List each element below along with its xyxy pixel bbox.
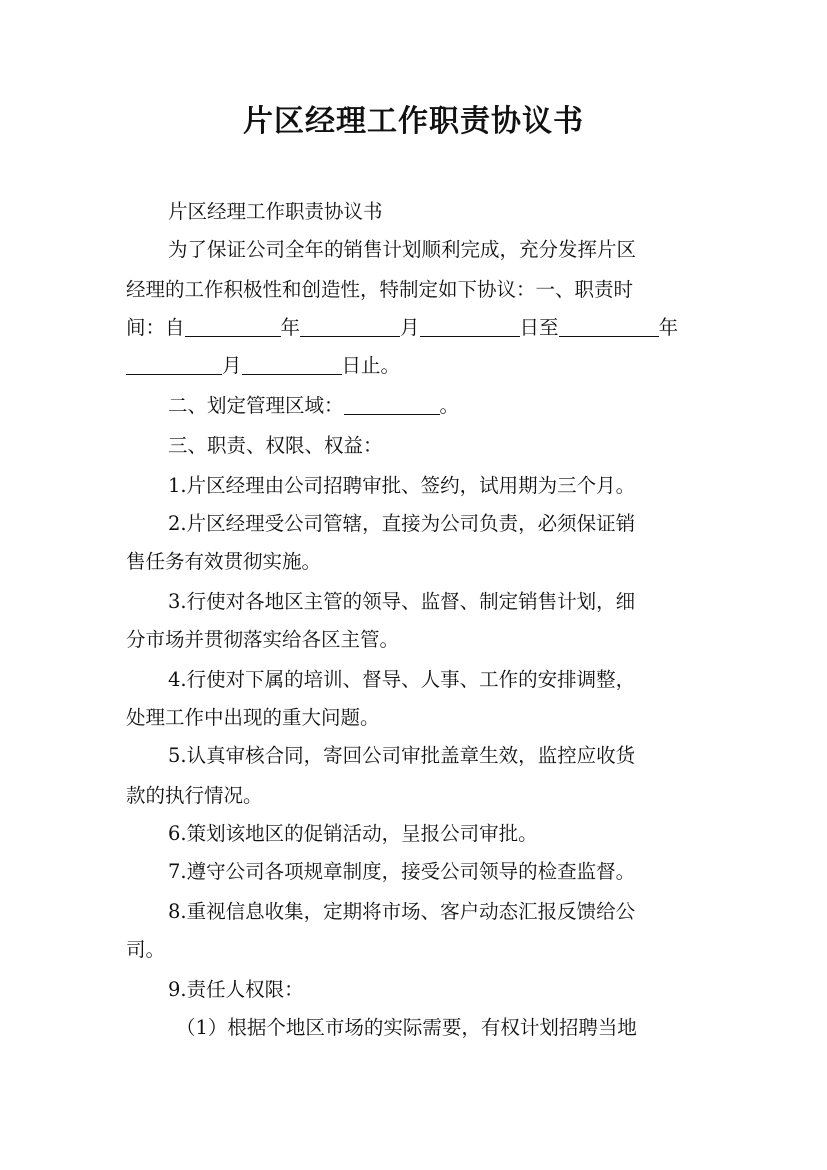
- item-4-line-1: 4.行使对下属的培训、督导、人事、工作的安排调整，: [168, 668, 636, 691]
- section-3-heading: 三、职责、权限、权益：: [168, 434, 383, 457]
- day-to-label: 日至: [519, 316, 559, 339]
- duty-period-line: [126, 314, 678, 342]
- duty-period-line-2: [126, 352, 400, 380]
- item-3-line-2: 分市场并贯彻落实给各区主管。: [126, 628, 400, 651]
- section-2-line: [168, 392, 459, 420]
- document-subtitle: 片区经理工作职责协议书: [168, 200, 383, 223]
- month-label: 月: [400, 316, 420, 339]
- item-7: 7.遵守公司各项规章制度，接受公司领导的检查监督。: [168, 860, 636, 883]
- item-9-1: （1）根据个地区市场的实际需要，有权计划招聘当地: [176, 1016, 637, 1039]
- end-month-blank: [126, 354, 222, 375]
- end-year-blank: [559, 316, 659, 337]
- item-8-line-1: 8.重视信息收集，定期将市场、客户动态汇报反馈给公: [168, 900, 636, 923]
- item-2-line-2: 售任务有效贯彻实施。: [126, 550, 322, 573]
- end-day-blank: [242, 354, 342, 375]
- item-2-line-1: 2.片区经理受公司管辖，直接为公司负责，必须保证销: [168, 512, 636, 535]
- intro-line-1: 为了保证公司全年的销售计划顺利完成，充分发挥片区: [168, 238, 637, 261]
- end-year-label: 年: [658, 316, 679, 339]
- item-5-line-1: 5.认真审核合同，寄回公司审批盖章生效，监控应收货: [168, 744, 636, 767]
- day-end-label: 日止。: [341, 354, 401, 377]
- document-title: 片区经理工作职责协议书: [243, 104, 584, 139]
- start-year-blank: [185, 316, 281, 337]
- end-month-label: 月: [222, 354, 242, 377]
- intro-line-2: 经理的工作积极性和创造性，特制定如下协议：一、职责时: [126, 278, 634, 301]
- item-4-line-2: 处理工作中出现的重大问题。: [126, 706, 380, 729]
- item-3-line-1: 3.行使对各地区主管的领导、监督、制定销售计划，细: [168, 590, 636, 613]
- time-prefix: 间：自: [126, 316, 185, 339]
- start-month-blank: [300, 316, 400, 337]
- item-5-line-2: 款的执行情况。: [126, 784, 263, 807]
- area-blank: [344, 394, 440, 415]
- section-2-end: 。: [439, 394, 460, 417]
- item-1: 1.片区经理由公司招聘审批、签约，试用期为三个月。: [168, 474, 636, 497]
- item-6: 6.策划该地区的促销活动，呈报公司审批。: [168, 822, 538, 845]
- item-9: 9.责任人权限：: [168, 978, 304, 1001]
- start-day-blank: [420, 316, 520, 337]
- year-label: 年: [280, 316, 301, 339]
- section-2-text: 二、划定管理区域：: [168, 394, 344, 417]
- item-8-line-2: 司。: [126, 938, 166, 961]
